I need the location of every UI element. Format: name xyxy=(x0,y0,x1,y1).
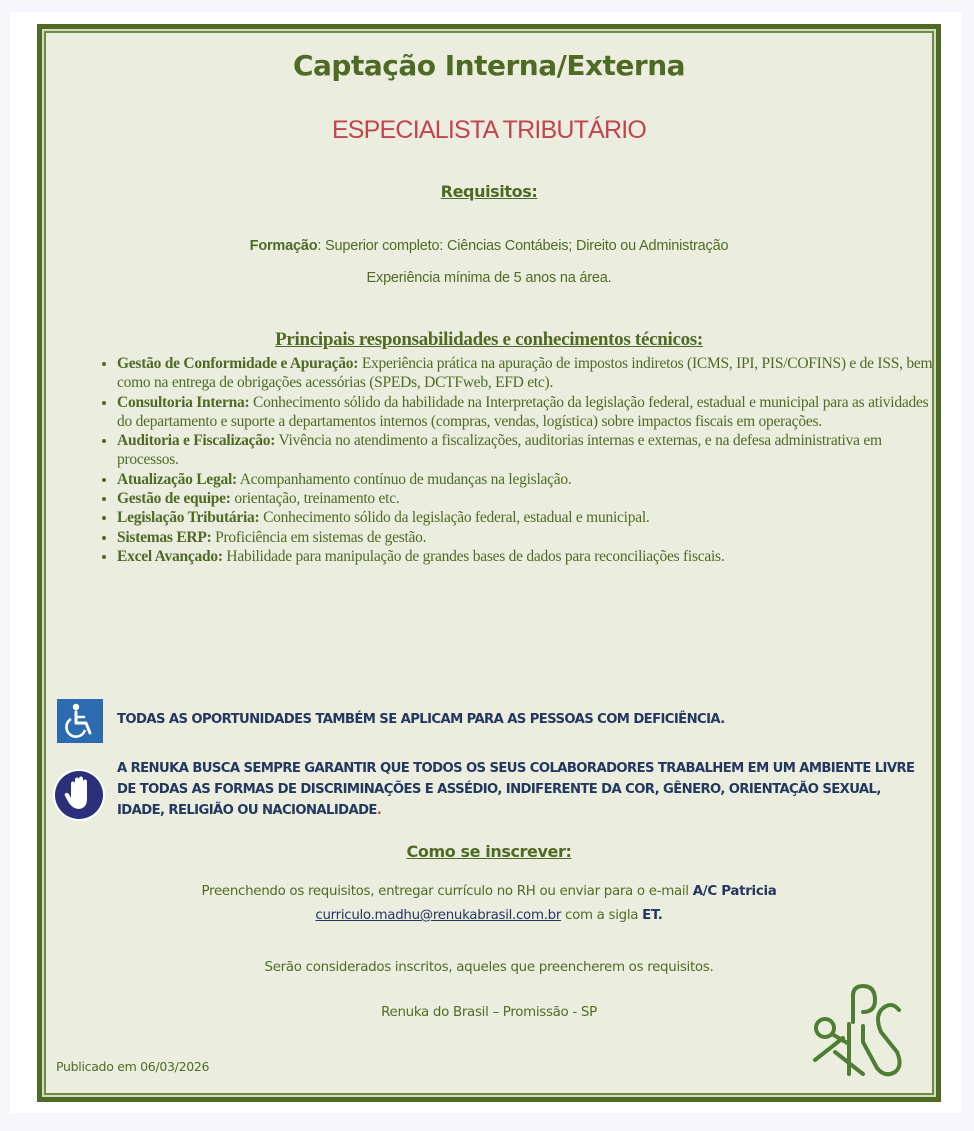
responsibilities-heading: Principais responsabilidades e conhecimentos técnicos: xyxy=(275,329,703,350)
item-text: Vivência no atendimento a fiscalizações, auditorias internas e externas, e na defesa administrativa em processos. xyxy=(117,432,882,469)
notice-text: A RENUKA BUSCA SEMPRE GARANTIR QUE TODOS OS SEUS COLABORADORES TRABALHEM EM UM AMBIENTE LIVRE DE TODAS AS FORMAS DE DISCRIMINAÇÕES E ASSÉDIO, INDIFERENTE DA COR, GÊNERO, ORIENTAÇÃO SEXUAL, IDADE, RELIGIÃO OU NACIONALIDADE xyxy=(117,761,915,818)
item-text: Conhecimento sólido da legislação federal, estadual e municipal. xyxy=(259,509,650,527)
list-item xyxy=(117,393,947,432)
company-location: Renuka do Brasil – Promissão - SP xyxy=(381,1005,597,1020)
renuka-logo-icon xyxy=(805,982,917,1082)
item-text: Conhecimento sólido da habilidade na Interpretação da legislação federal, estadual e municipal para as atividades do departamento e suporte a departamentos internos (compras, vendas, logística) sobre impactos fiscais em operações. xyxy=(117,393,929,430)
responsibilities-list xyxy=(89,354,947,566)
email-link[interactable]: curriculo.madhu@renukabrasil.com.br xyxy=(315,908,562,923)
item-label: Atualização Legal: xyxy=(117,470,237,488)
list-item xyxy=(117,528,947,547)
how-to-apply-text xyxy=(37,880,941,928)
item-text: Experiência prática na apuração de impostos indiretos (ICMS, IPI, PIS/COFINS) e de ISS, bem como na entrega de obrigações acessórias (SPEDs, DCTFweb, EFD etc). xyxy=(117,355,933,392)
sigla-code: ET. xyxy=(642,908,663,923)
requirements-heading: Requisitos: xyxy=(440,182,538,201)
experience-line: Experiência mínima de 5 anos na área. xyxy=(366,270,612,286)
education-label: Formação xyxy=(249,238,318,254)
published-date: Publicado em 06/03/2026 xyxy=(56,1059,210,1074)
item-label: Consultoria Interna: xyxy=(117,393,250,411)
list-item xyxy=(117,431,947,470)
item-text: Acompanhamento contínuo de mudanças na legislação. xyxy=(236,470,572,488)
item-label: Sistemas ERP: xyxy=(117,528,212,546)
list-item xyxy=(117,508,947,527)
list-item xyxy=(117,547,947,566)
item-label: Auditoria e Fiscalização: xyxy=(117,432,276,450)
job-posting xyxy=(37,24,941,1102)
item-text: Proficiência em sistemas de gestão. xyxy=(211,528,427,546)
item-label: Excel Avançado: xyxy=(117,547,223,565)
item-text: orientação, treinamento etc. xyxy=(230,490,400,508)
contact-name: A/C Patricia xyxy=(692,884,777,899)
anti-discrimination-notice xyxy=(117,758,927,821)
education-text: : Superior completo: Ciências Contábeis; Direito ou Administração xyxy=(317,238,729,254)
stop-hand-icon xyxy=(52,768,106,822)
list-item xyxy=(117,470,947,489)
list-item xyxy=(117,489,947,508)
item-text: Habilidade para manipulação de grandes bases de dados para reconciliações fiscais. xyxy=(222,547,725,565)
wheelchair-icon xyxy=(57,699,103,743)
accessibility-notice: TODAS AS OPORTUNIDADES TAMBÉM SE APLICAM PARA AS PESSOAS COM DEFICIÊNCIA. xyxy=(117,712,725,727)
item-label: Gestão de Conformidade e Apuração: xyxy=(117,355,359,372)
notice-trailing-period: . xyxy=(376,803,382,818)
job-title: ESPECIALISTA TRIBUTÁRIO xyxy=(331,116,647,144)
list-item xyxy=(117,354,947,393)
enrollment-note: Serão considerados inscritos, aqueles que preencherem os requisitos. xyxy=(264,960,714,975)
page-title: Captação Interna/Externa xyxy=(292,49,686,82)
apply-instructions: Preenchendo os requisitos, entregar currículo no RH ou enviar para o e-mail xyxy=(201,884,693,899)
education-line xyxy=(37,238,941,254)
item-label: Gestão de equipe: xyxy=(117,490,231,508)
apply-sigla-text: com a sigla xyxy=(561,908,643,923)
how-to-apply-heading: Como se inscrever: xyxy=(406,842,572,861)
item-label: Legislação Tributária: xyxy=(117,509,260,527)
